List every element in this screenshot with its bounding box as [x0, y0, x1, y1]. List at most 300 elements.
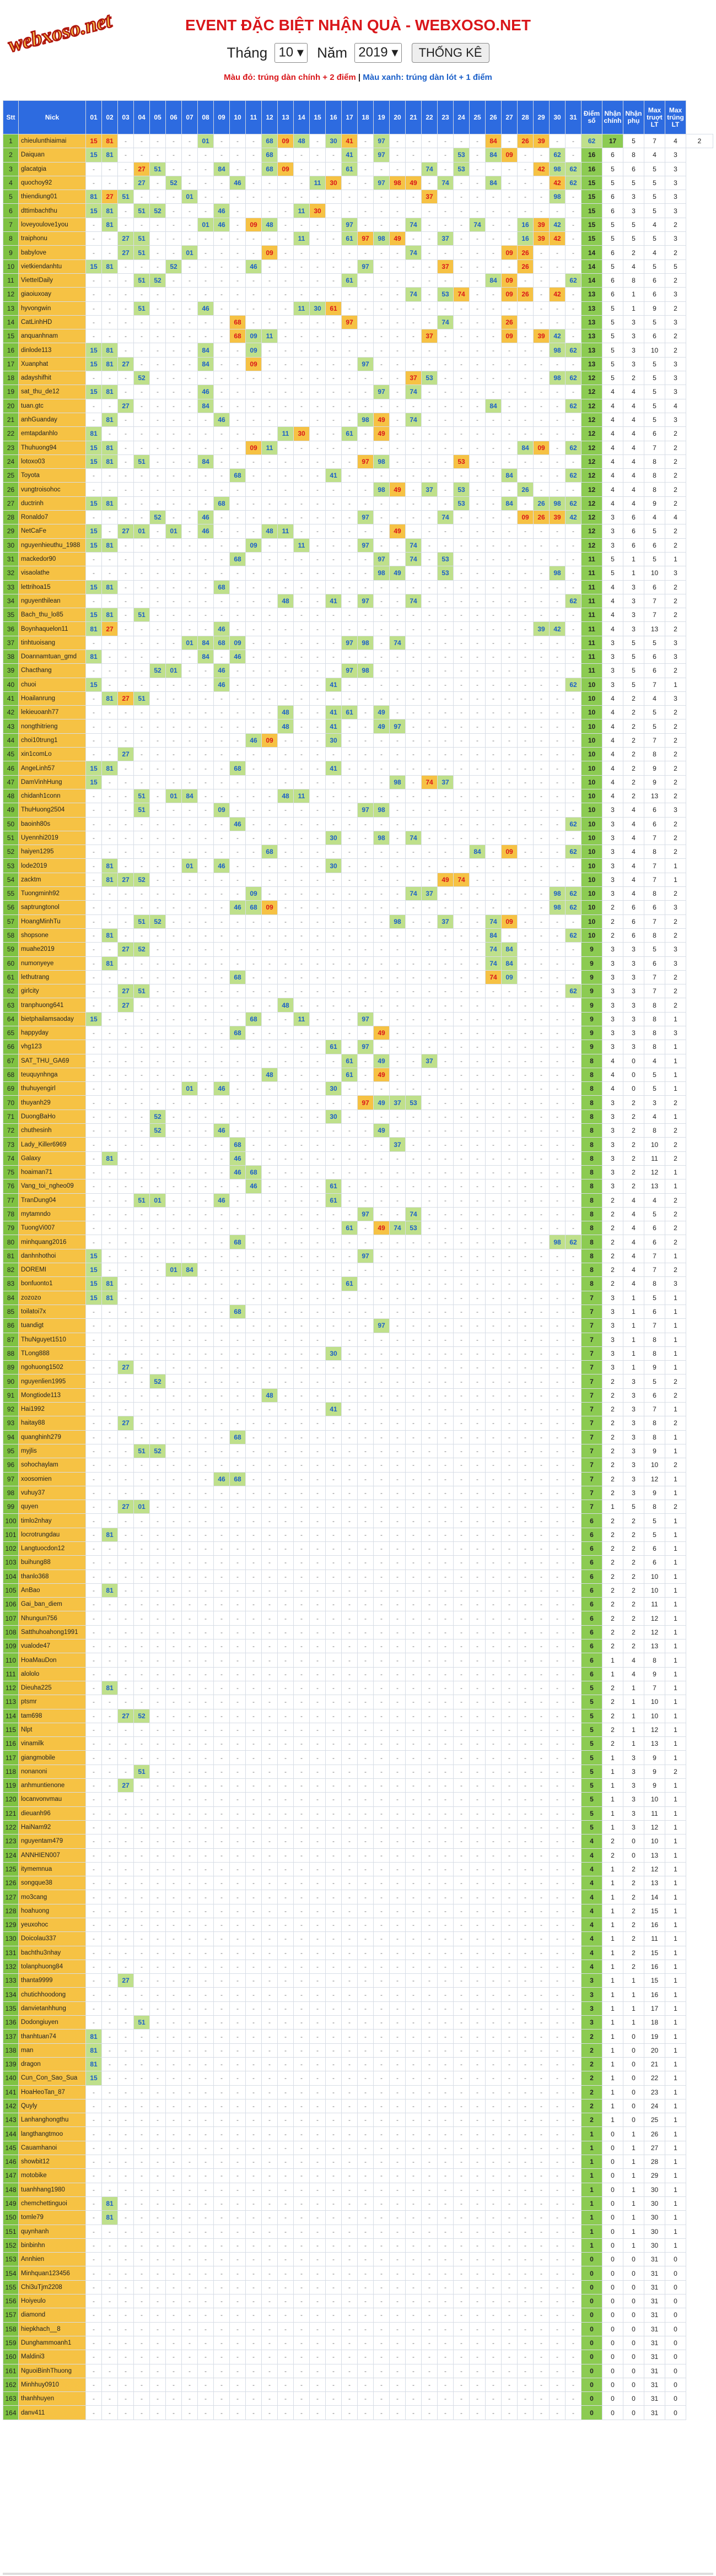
day-cell-empty: - [214, 1374, 230, 1388]
sub-count-cell: 6 [623, 538, 644, 552]
day-cell-empty: - [166, 1556, 182, 1570]
main-count-cell: 3 [602, 664, 623, 678]
sub-count-cell: 4 [623, 1277, 644, 1291]
day-cell-empty: - [182, 1361, 198, 1374]
day-cell-empty: - [486, 1570, 502, 1583]
day-cell-empty: - [470, 273, 486, 287]
nick-cell: DuongBaHo [19, 1110, 86, 1123]
day-cell-empty: - [358, 1751, 374, 1765]
day-cell-empty: - [86, 1235, 102, 1249]
day-cell-empty: - [486, 817, 502, 831]
day-cell-empty: - [246, 970, 262, 984]
day-cell-empty: - [118, 566, 134, 580]
day-cell-empty: - [182, 511, 198, 524]
nick-cell: vungtroisohoc [19, 483, 86, 496]
day-cell-empty: - [310, 1054, 326, 1068]
day-cell-empty: - [102, 1611, 118, 1625]
day-cell-sub-hit: 68 [262, 162, 278, 176]
day-cell-empty: - [454, 831, 470, 845]
sub-count-cell: 3 [623, 970, 644, 984]
day-cell-empty: - [470, 887, 486, 901]
day-cell-empty: - [326, 1681, 342, 1695]
day-cell-empty: - [358, 176, 374, 190]
day-cell-empty: - [406, 1890, 422, 1904]
day-cell-empty: - [438, 1319, 454, 1333]
row-index: 45 [3, 748, 19, 761]
day-cell-sub-hit: 61 [342, 1277, 358, 1291]
day-cell-empty: - [118, 1639, 134, 1653]
day-cell-main-hit: 09 [502, 246, 518, 259]
day-cell-empty: - [342, 1361, 358, 1374]
month-select[interactable]: 10 ▾ [274, 43, 307, 62]
table-row [3, 1110, 713, 1123]
day-cell-empty: - [262, 454, 278, 468]
day-cell-sub-hit: 68 [230, 1026, 246, 1040]
day-cell-sub-hit: 74 [406, 1207, 422, 1221]
day-cell-empty: - [438, 594, 454, 608]
day-cell-empty: - [278, 1277, 294, 1291]
max-miss-cell: 7 [644, 831, 665, 845]
day-cell-empty: - [550, 636, 566, 650]
day-cell-empty: - [326, 483, 342, 496]
day-cell-empty: - [294, 1806, 310, 1820]
day-cell-empty: - [534, 1862, 550, 1876]
main-count-cell: 1 [602, 1779, 623, 1793]
day-cell-empty: - [454, 1179, 470, 1193]
day-cell-empty: - [566, 691, 582, 705]
day-cell-empty: - [406, 1263, 422, 1277]
day-cell-empty: - [358, 1291, 374, 1305]
day-cell-empty: - [278, 580, 294, 594]
day-cell-empty: - [566, 357, 582, 371]
sub-count-cell: 2 [623, 1179, 644, 1193]
day-cell-empty: - [550, 580, 566, 594]
day-cell-empty: - [310, 454, 326, 468]
sub-count-cell: 4 [623, 399, 644, 413]
day-cell-sub-hit: 62 [566, 496, 582, 510]
day-cell-empty: - [198, 1430, 214, 1444]
day-cell-empty: - [550, 803, 566, 817]
day-cell-empty: - [150, 789, 166, 803]
day-cell-empty: - [486, 733, 502, 747]
day-cell-empty: - [454, 1040, 470, 1054]
day-cell-empty: - [166, 427, 182, 441]
day-cell-empty: - [134, 761, 150, 775]
day-cell-sub-hit: 68 [230, 469, 246, 483]
day-cell-sub-hit: 62 [566, 273, 582, 287]
day-cell-empty: - [358, 761, 374, 775]
day-cell-empty: - [326, 1138, 342, 1151]
day-cell-sub-hit: 16 [518, 232, 534, 246]
day-cell-empty: - [390, 1695, 406, 1709]
day-cell-empty: - [438, 943, 454, 956]
day-cell-empty: - [326, 1458, 342, 1472]
day-cell-empty: - [262, 1305, 278, 1318]
day-cell-empty: - [230, 357, 246, 371]
day-cell-empty: - [422, 1207, 438, 1221]
day-cell-sub-hit: 51 [134, 1765, 150, 1778]
day-cell-empty: - [326, 441, 342, 454]
max-hit-cell: 2 [665, 454, 686, 468]
day-cell-sub-hit: 48 [278, 594, 294, 608]
day-cell-empty: - [294, 1430, 310, 1444]
day-cell-empty: - [310, 1138, 326, 1151]
day-cell-empty: - [278, 956, 294, 970]
day-cell-empty: - [182, 1138, 198, 1151]
day-cell-empty: - [438, 162, 454, 176]
day-cell-empty: - [150, 1458, 166, 1472]
day-cell-empty: - [486, 691, 502, 705]
day-cell-empty: - [374, 1820, 390, 1834]
sub-count-cell: 3 [623, 1793, 644, 1806]
day-cell-empty: - [534, 552, 550, 566]
day-cell-empty: - [198, 204, 214, 218]
day-cell-empty: - [198, 1611, 214, 1625]
day-cell-empty: - [390, 1235, 406, 1249]
day-cell-sub-hit: 68 [230, 552, 246, 566]
day-cell-empty: - [86, 301, 102, 315]
day-cell-empty: - [294, 190, 310, 204]
day-cell-empty: - [262, 803, 278, 817]
day-cell-sub-hit: 51 [134, 204, 150, 218]
day-cell-sub-hit: 62 [566, 399, 582, 413]
day-cell-empty: - [102, 1472, 118, 1486]
day-cell-empty: - [390, 1876, 406, 1890]
day-cell-sub-hit: 62 [566, 984, 582, 998]
day-cell-empty: - [374, 1151, 390, 1165]
sub-count-cell: 5 [623, 1500, 644, 1514]
day-cell-sub-hit: 74 [390, 636, 406, 650]
day-cell-empty: - [246, 956, 262, 970]
day-cell-empty: - [534, 803, 550, 817]
day-cell-empty: - [326, 204, 342, 218]
day-cell-empty: - [262, 1012, 278, 1026]
day-cell-empty: - [390, 1583, 406, 1597]
day-cell-empty: - [86, 901, 102, 914]
day-cell-empty: - [326, 1737, 342, 1751]
day-cell-empty: - [294, 1291, 310, 1305]
day-cell-empty: - [566, 803, 582, 817]
day-cell-empty: - [374, 1235, 390, 1249]
day-cell-empty: - [118, 204, 134, 218]
row-index: 108 [3, 1625, 19, 1639]
main-count-cell: 3 [602, 1138, 623, 1151]
sub-count-cell: 2 [623, 1556, 644, 1570]
day-cell-empty: - [518, 1541, 534, 1555]
day-cell-empty: - [166, 385, 182, 399]
sub-count-cell: 2 [623, 1165, 644, 1179]
day-cell-empty: - [166, 1611, 182, 1625]
day-cell-empty: - [342, 288, 358, 301]
nick-cell: nguyenlien1995 [19, 1374, 86, 1388]
day-cell-empty: - [262, 1110, 278, 1123]
day-cell-empty: - [374, 789, 390, 803]
nick-cell: hoaiman71 [19, 1165, 86, 1179]
day-cell-empty: - [278, 232, 294, 246]
day-cell-empty: - [374, 259, 390, 273]
day-cell-empty: - [454, 594, 470, 608]
day-cell-empty: - [262, 789, 278, 803]
day-cell-empty: - [150, 524, 166, 538]
day-cell-empty: - [358, 1361, 374, 1374]
day-cell-empty: - [422, 204, 438, 218]
score-cell: 7 [582, 1346, 602, 1360]
day-cell-empty: - [86, 817, 102, 831]
day-cell-empty: - [358, 1221, 374, 1235]
day-cell-empty: - [358, 1862, 374, 1876]
day-cell-empty: - [310, 1514, 326, 1528]
row-index: 84 [3, 1291, 19, 1305]
day-cell-empty: - [198, 608, 214, 622]
nick-cell: AngeLinh57 [19, 761, 86, 775]
day-cell-empty: - [262, 273, 278, 287]
day-cell-main-hit: 39 [534, 232, 550, 246]
day-cell-empty: - [342, 761, 358, 775]
day-cell-empty: - [310, 1444, 326, 1458]
day-cell-empty: - [438, 1458, 454, 1472]
day-cell-sub-hit: 46 [214, 218, 230, 231]
day-cell-empty: - [166, 761, 182, 775]
day-cell-sub-hit: 81 [102, 441, 118, 454]
day-cell-empty: - [118, 761, 134, 775]
day-cell-empty: - [518, 1472, 534, 1486]
nick-cell: TranDung04 [19, 1193, 86, 1207]
score-cell: 15 [582, 218, 602, 231]
day-cell-sub-hit: 37 [422, 887, 438, 901]
day-cell-empty: - [278, 1667, 294, 1681]
day-cell-sub-hit: 49 [390, 566, 406, 580]
main-count-cell: 2 [602, 1528, 623, 1541]
thong-ke-button[interactable]: THỐNG KÊ [412, 43, 489, 63]
day-cell-sub-hit: 68 [262, 148, 278, 162]
day-cell-empty: - [422, 1179, 438, 1193]
day-cell-empty: - [518, 1598, 534, 1611]
day-cell-empty: - [278, 1583, 294, 1597]
day-cell-empty: - [566, 204, 582, 218]
day-cell-empty: - [198, 1848, 214, 1862]
day-cell-empty: - [534, 538, 550, 552]
day-cell-empty: - [278, 1319, 294, 1333]
day-cell-empty: - [166, 1165, 182, 1179]
day-cell-empty: - [166, 371, 182, 385]
day-cell-empty: - [486, 1486, 502, 1500]
sub-count-cell: 1 [623, 1681, 644, 1695]
day-cell-empty: - [182, 622, 198, 636]
day-cell-empty: - [246, 678, 262, 691]
max-miss-cell: 5 [644, 259, 665, 273]
day-cell-sub-hit: 84 [198, 343, 214, 357]
day-cell-empty: - [214, 1848, 230, 1862]
day-cell-empty: - [534, 914, 550, 928]
main-count-cell: 3 [602, 678, 623, 691]
day-cell-sub-hit: 53 [438, 566, 454, 580]
day-cell-empty: - [278, 1472, 294, 1486]
nick-cell: mo3cang [19, 1890, 86, 1904]
day-cell-empty: - [518, 928, 534, 942]
sub-count-cell: 1 [623, 1346, 644, 1360]
row-index: 107 [3, 1611, 19, 1625]
score-cell: 6 [582, 1570, 602, 1583]
day-cell-empty: - [550, 427, 566, 441]
day-cell-empty: - [438, 901, 454, 914]
day-cell-empty: - [166, 1806, 182, 1820]
day-cell-empty: - [294, 566, 310, 580]
day-cell-empty: - [454, 1403, 470, 1416]
day-cell-empty: - [550, 1848, 566, 1862]
day-cell-empty: - [326, 329, 342, 343]
day-cell-empty: - [566, 524, 582, 538]
day-cell-sub-hit: 27 [118, 998, 134, 1012]
year-select[interactable]: 2019 ▾ [354, 43, 402, 62]
day-cell-empty: - [118, 343, 134, 357]
day-cell-empty: - [342, 1138, 358, 1151]
day-cell-empty: - [166, 1653, 182, 1667]
day-cell-empty: - [166, 1541, 182, 1555]
day-cell-empty: - [198, 1346, 214, 1360]
day-cell-empty: - [438, 1430, 454, 1444]
max-miss-cell: 5 [644, 636, 665, 650]
day-cell-empty: - [310, 873, 326, 886]
day-cell-empty: - [102, 914, 118, 928]
max-miss-cell: 5 [644, 162, 665, 176]
day-cell-empty: - [566, 1737, 582, 1751]
row-index: 10 [3, 259, 19, 273]
day-cell-empty: - [438, 1361, 454, 1374]
day-cell-empty: - [262, 1444, 278, 1458]
day-cell-empty: - [502, 1388, 518, 1402]
day-cell-empty: - [438, 580, 454, 594]
day-cell-empty: - [102, 650, 118, 663]
day-cell-empty: - [150, 357, 166, 371]
day-cell-empty: - [454, 1611, 470, 1625]
day-cell-empty: - [182, 1806, 198, 1820]
day-cell-sub-hit: 61 [326, 1179, 342, 1193]
day-cell-empty: - [534, 1235, 550, 1249]
day-cell-sub-hit: 11 [294, 232, 310, 246]
day-cell-empty: - [454, 1263, 470, 1277]
day-cell-empty: - [150, 970, 166, 984]
day-cell-empty: - [454, 190, 470, 204]
day-cell-sub-hit: 81 [102, 413, 118, 426]
day-cell-empty: - [230, 1179, 246, 1193]
day-cell-empty: - [278, 636, 294, 650]
day-cell-empty: - [326, 789, 342, 803]
day-cell-sub-hit: 15 [86, 385, 102, 399]
score-cell: 6 [582, 1653, 602, 1667]
table-row [3, 246, 713, 259]
day-cell-empty: - [86, 1737, 102, 1751]
day-cell-empty: - [326, 1012, 342, 1026]
day-cell-empty: - [134, 1737, 150, 1751]
day-cell-empty: - [214, 1681, 230, 1695]
day-cell-empty: - [438, 1179, 454, 1193]
day-cell-empty: - [502, 1444, 518, 1458]
day-cell-empty: - [390, 148, 406, 162]
day-cell-empty: - [422, 914, 438, 928]
row-index: 15 [3, 329, 19, 343]
day-cell-empty: - [374, 664, 390, 678]
day-cell-empty: - [118, 259, 134, 273]
day-cell-empty: - [390, 1179, 406, 1193]
day-cell-empty: - [294, 594, 310, 608]
day-cell-empty: - [278, 1361, 294, 1374]
day-cell-sub-hit: 84 [486, 928, 502, 942]
day-cell-empty: - [358, 970, 374, 984]
day-cell-empty: - [102, 176, 118, 190]
row-index: 59 [3, 943, 19, 956]
score-cell: 10 [582, 887, 602, 901]
day-cell-empty: - [262, 1124, 278, 1138]
day-cell-empty: - [422, 733, 438, 747]
day-cell-empty: - [502, 1793, 518, 1806]
day-cell-empty: - [454, 1723, 470, 1736]
day-cell-empty: - [358, 775, 374, 789]
day-cell-empty: - [374, 594, 390, 608]
day-cell-empty: - [102, 678, 118, 691]
day-cell-empty: - [406, 1598, 422, 1611]
day-cell-empty: - [310, 511, 326, 524]
score-cell: 8 [582, 1068, 602, 1081]
day-cell-empty: - [422, 1514, 438, 1528]
day-cell-empty: - [422, 1570, 438, 1583]
day-cell-empty: - [326, 817, 342, 831]
day-cell-empty: - [470, 399, 486, 413]
max-hit-cell: 1 [665, 873, 686, 886]
day-cell-empty: - [310, 1751, 326, 1765]
day-cell-empty: - [182, 803, 198, 817]
score-cell: 12 [582, 399, 602, 413]
day-cell-empty: - [182, 831, 198, 845]
day-cell-empty: - [438, 357, 454, 371]
day-cell-empty: - [550, 204, 566, 218]
day-cell-empty: - [358, 1124, 374, 1138]
day-cell-empty: - [326, 1500, 342, 1514]
day-cell-main-hit: 26 [534, 511, 550, 524]
day-cell-sub-hit: 51 [134, 803, 150, 817]
day-cell-empty: - [422, 427, 438, 441]
day-cell-empty: - [550, 1625, 566, 1639]
day-cell-empty: - [470, 956, 486, 970]
max-miss-cell: 5 [644, 1374, 665, 1388]
day-cell-empty: - [150, 1319, 166, 1333]
day-cell-empty: - [550, 943, 566, 956]
table-row [3, 1500, 713, 1514]
max-hit-cell: 2 [665, 594, 686, 608]
day-cell-empty: - [358, 1486, 374, 1500]
day-cell-empty: - [198, 1444, 214, 1458]
day-cell-empty: - [86, 1514, 102, 1528]
day-cell-empty: - [390, 1333, 406, 1346]
day-cell-empty: - [486, 329, 502, 343]
day-cell-empty: - [310, 1779, 326, 1793]
day-cell-empty: - [390, 873, 406, 886]
day-cell-empty: - [230, 204, 246, 218]
day-cell-empty: - [358, 343, 374, 357]
max-hit-cell: 1 [665, 1403, 686, 1416]
day-cell-empty: - [550, 413, 566, 426]
day-cell-empty: - [310, 1695, 326, 1709]
score-cell: 5 [582, 1779, 602, 1793]
day-cell-empty: - [86, 1403, 102, 1416]
nick-cell: Daiquan [19, 148, 86, 162]
score-cell: 12 [582, 524, 602, 538]
day-cell-empty: - [374, 956, 390, 970]
day-cell-empty: - [278, 399, 294, 413]
day-cell-sub-hit: 84 [502, 496, 518, 510]
day-cell-empty: - [150, 329, 166, 343]
day-cell-empty: - [390, 1779, 406, 1793]
day-cell-empty: - [246, 943, 262, 956]
